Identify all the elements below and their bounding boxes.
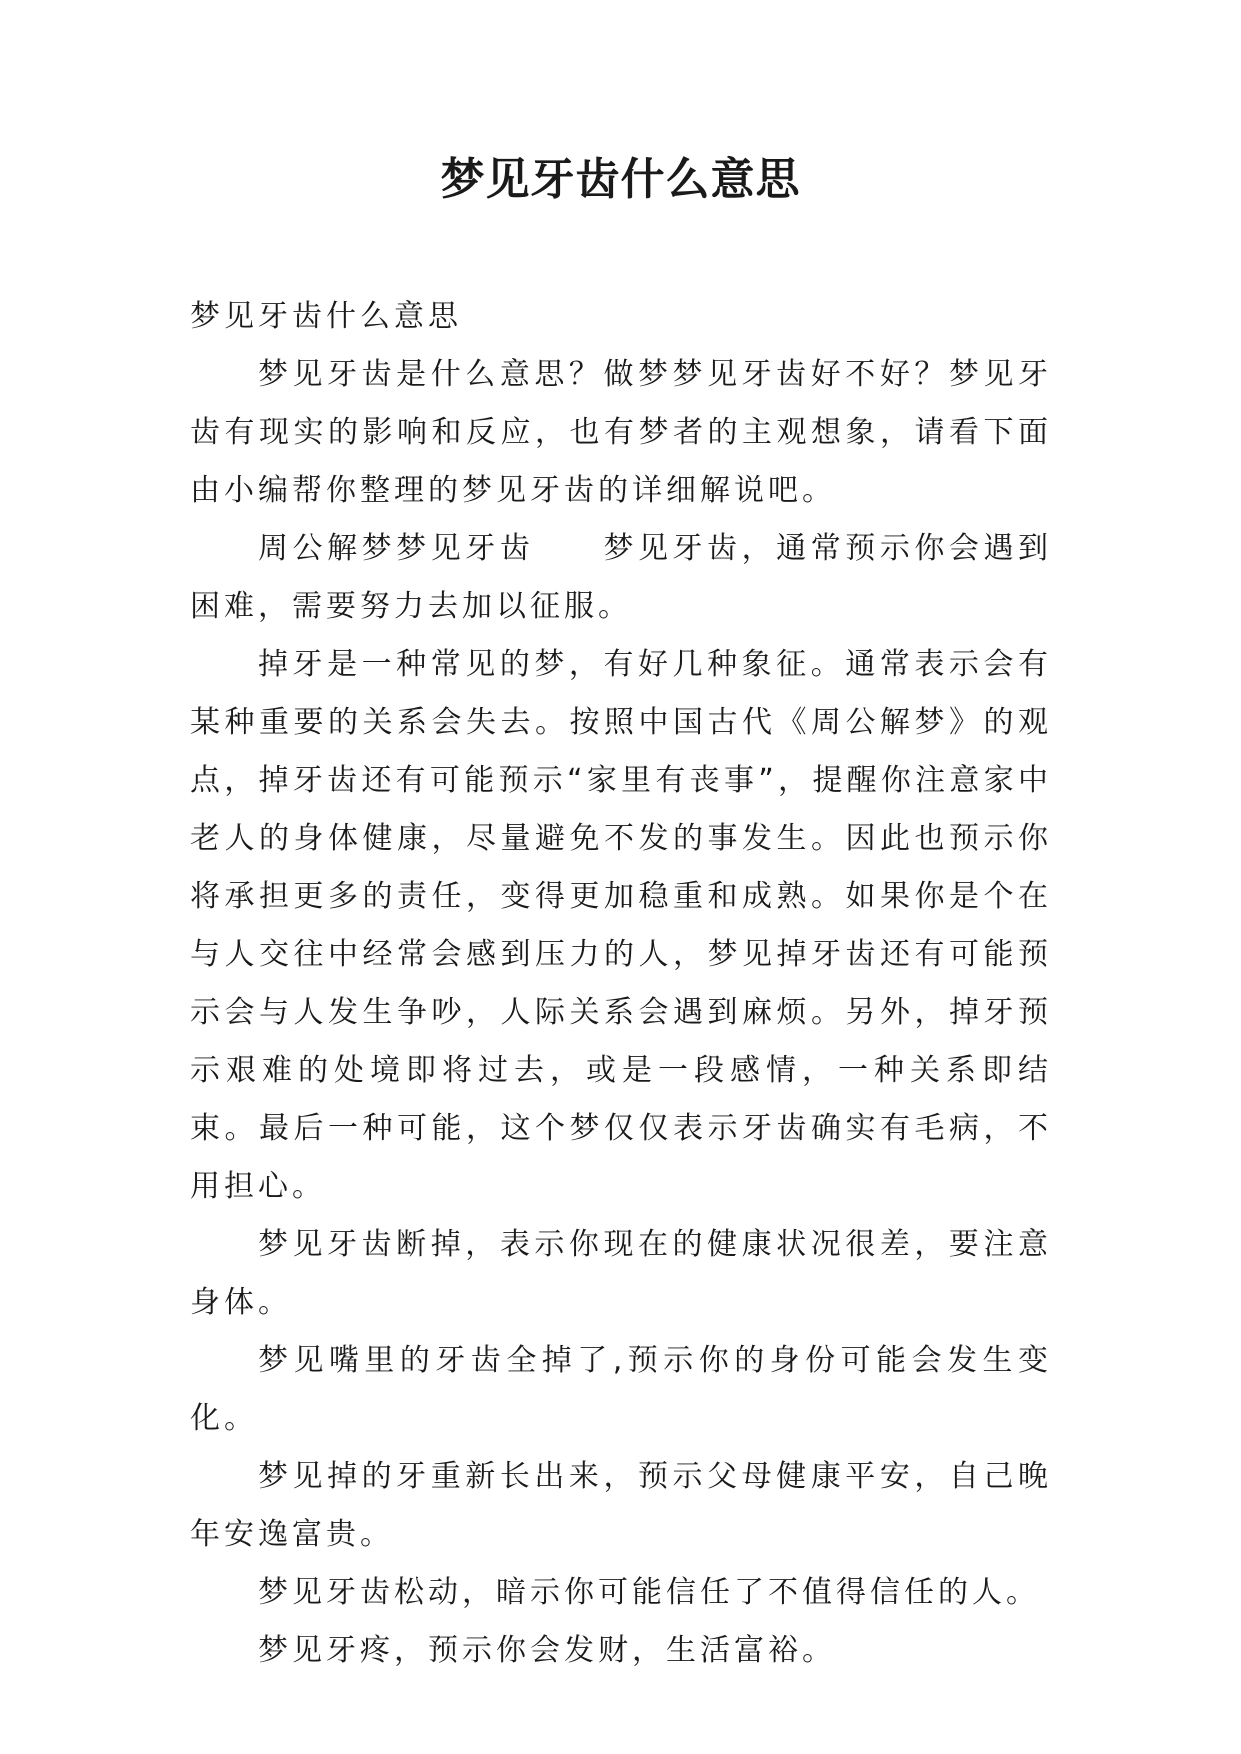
paragraph-broken-teeth: 梦见牙齿断掉，表示你现在的健康状况很差，要注意身体。 — [190, 1227, 1052, 1320]
paragraph-loose-teeth: 梦见牙齿松动，暗示你可能信任了不值得信任的人。 — [258, 1575, 1040, 1610]
paragraph-heading: 梦见牙齿什么意思 — [190, 299, 462, 334]
paragraph-toothache: 梦见牙疼，预示你会发财，生活富裕。 — [258, 1633, 836, 1668]
paragraph-teeth-regrow: 梦见掉的牙重新长出来，预示父母健康平安，自己晚年安逸富贵。 — [190, 1459, 1052, 1552]
paragraph-intro: 梦见牙齿是什么意思？做梦梦见牙齿好不好？梦见牙齿有现实的影响和反应，也有梦者的主观想象，请看下面由小编帮你整理的梦见牙齿的详细解说吧。 — [190, 357, 1052, 508]
document-title: 梦见牙齿什么意思 — [440, 154, 801, 205]
paragraph-losing-teeth: 掉牙是一种常见的梦，有好几种象征。通常表示会有某种重要的关系会失去。按照中国古代《周公解梦》的观点，掉牙齿还有可能预示“家里有丧事”，提醒你注意家中老人的身体健康，尽量避免不发的事发生。因此也预示你将承担更多的责任，变得更加稳重和成熟。如果你是个在与人交往中经常会感到压力的人，梦见掉牙齿还有可能预示会与人发生争吵，人际关系会遇到麻烦。另外，掉牙预示艰难的处境即将过去，或是一段感情，一种关系即结束。最后一种可能，这个梦仅仅表示牙齿确实有毛病，不用担心。 — [190, 647, 1052, 1204]
paragraph-zhougong: 周公解梦梦见牙齿 梦见牙齿，通常预示你会遇到困难，需要努力去加以征服。 — [190, 531, 1052, 624]
document-body — [190, 288, 1052, 1680]
paragraph-all-teeth-fall: 梦见嘴里的牙齿全掉了,预示你的身份可能会发生变化。 — [190, 1343, 1052, 1436]
